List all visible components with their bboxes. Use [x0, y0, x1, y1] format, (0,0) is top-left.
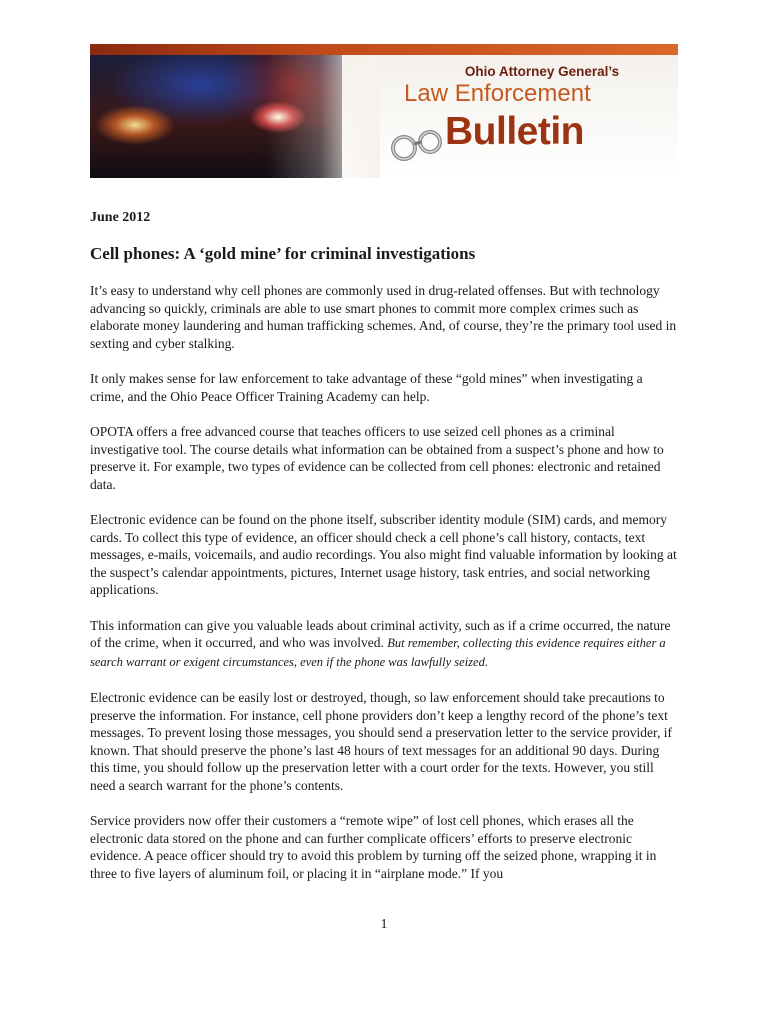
- paragraph: It only makes sense for law enforcement to take advantage of these “gold mines” when investigating a crime, and the Ohio Peace Officer Training Academy can help.: [90, 371, 643, 404]
- police-lights-photo: [90, 55, 342, 178]
- paragraph: OPOTA offers a free advanced course that teaches officers to use seized cell phones as a criminal investigative tool. The course details what information can be obtained from a suspect’s phone and how to preserve it. For example, two types of evidence can be collected from cell phones: electronic and retained data.: [90, 424, 664, 492]
- paragraph: Electronic evidence can be found on the phone itself, subscriber identity module (SIM) cards, and memory cards. To collect this type of evidence, an officer should check a cell phone’s call history, contacts, text messages, e-mails, voicemails, and audio recordings. You also might find valuable information by looking at the suspect’s calendar appointments, pictures, Internet usage history, task entries, and social networking applications.: [90, 512, 677, 597]
- paragraph: Service providers now offer their customers a “remote wipe” of lost cell phones, which erases all the electronic data stored on the phone and can further complicate officers’ efforts to preserve electronic evidence. A peace officer should try to avoid this problem by turning off the seized phone, wrapping it in three to five layers of aluminum foil, or placing it in “airplane mode.” If you: [90, 813, 657, 881]
- banner-title-line3: Bulletin: [445, 110, 584, 153]
- paragraph-italic-note: But remember, collecting this evidence requires either a search warrant or exigent circumstances, even if the phone was lawfully seized.: [90, 636, 666, 669]
- page-number: 1: [380, 917, 388, 932]
- issue-date: June 2012: [90, 210, 151, 225]
- banner-title-line2: Law Enforcement: [404, 80, 591, 107]
- paragraph: It’s easy to understand why cell phones are commonly used in drug-related offenses. But with technology advancing so quickly, criminals are able to use smart phones to commit more complex crimes such as elaborate money laundering and human trafficking schemes. And, of course, they’re the primary tool used in sexting and cyber stalking.: [90, 283, 677, 351]
- paragraph-text: This information can give you valuable leads about criminal activity, such as if a crime occurred, the nature of the crime, when it occurred, and who was involved.: [90, 617, 671, 650]
- paragraph: [90, 617, 680, 672]
- paragraph: Electronic evidence can be easily lost or destroyed, though, so law enforcement should take precautions to preserve the information. For instance, cell phone providers don’t keep a lengthy record of the phone’s text messages. To prevent losing those messages, you should send a preservation letter to the service provider, if known. That should preserve the phone’s last 48 hours of text messages for an additional 90 days. During this time, you should follow up the preservation letter with a court order for the texts. However, you still need a search warrant for the phone’s contents.: [90, 690, 672, 793]
- bulletin-banner: [90, 44, 678, 178]
- article-body: [90, 282, 680, 900]
- handcuffs-icon: [388, 124, 448, 164]
- banner-fade: [320, 55, 380, 178]
- article-headline: Cell phones: A ‘gold mine’ for criminal investigations: [90, 244, 476, 263]
- banner-title-line1: Ohio Attorney General’s: [464, 64, 620, 79]
- banner-accent-bar: [90, 44, 678, 55]
